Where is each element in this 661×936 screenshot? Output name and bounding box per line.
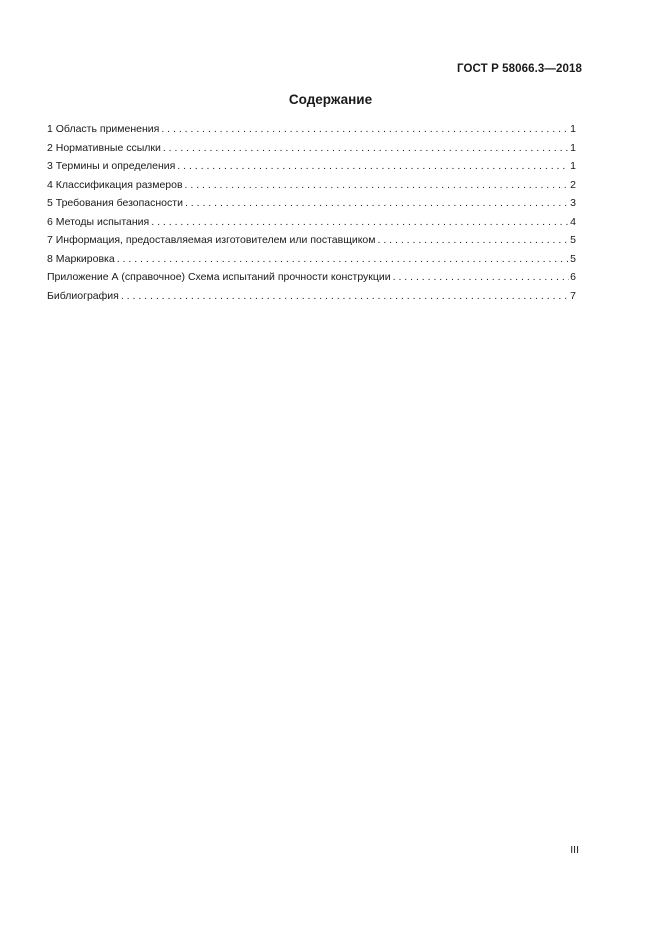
- toc-title: Содержание: [288, 92, 373, 107]
- document-code: ГОСТ Р 58066.3—2018: [457, 63, 582, 75]
- toc-entry-label: 6 Методы испытания: [47, 215, 150, 228]
- toc-entry-page: 6: [570, 271, 576, 283]
- toc-dot-leader: [183, 179, 570, 192]
- toc-entry-7-manufacturer-information[interactable]: [47, 234, 576, 253]
- toc-entry-label: 2 Нормативные ссылки: [47, 141, 161, 154]
- toc-entry-3-terms-definitions[interactable]: [47, 160, 576, 179]
- toc-entry-label: Приложение А (справочное) Схема испытаний прочности конструкции: [47, 271, 391, 283]
- toc-entry-label: 4 Классификация размеров: [47, 178, 183, 191]
- toc-dot-leader: [391, 271, 570, 284]
- toc-entry-label: Библиография: [47, 289, 119, 302]
- toc-entry-1-scope[interactable]: [47, 123, 576, 142]
- toc-dot-leader: [376, 234, 570, 247]
- toc-entry-appendix-a[interactable]: [47, 271, 576, 290]
- toc-entry-bibliography[interactable]: [47, 290, 576, 309]
- toc-entry-page: 5: [570, 252, 576, 265]
- toc-entry-page: 3: [570, 197, 576, 209]
- toc-entry-label: 3 Термины и определения: [47, 160, 176, 172]
- toc-dot-leader: [115, 253, 569, 266]
- toc-entry-6-test-methods[interactable]: [47, 216, 576, 235]
- toc-entry-5-safety-requirements[interactable]: [47, 197, 576, 216]
- toc-dot-leader: [119, 290, 569, 303]
- page-number: III: [570, 844, 579, 856]
- toc-entry-label: 5 Требования безопасности: [47, 197, 183, 209]
- toc-dot-leader: [161, 142, 569, 155]
- toc-dot-leader: [149, 216, 569, 229]
- toc-entry-8-marking[interactable]: [47, 253, 576, 272]
- toc-entry-2-normative-references[interactable]: [47, 142, 576, 161]
- toc-entry-page: 4: [570, 215, 576, 228]
- table-of-contents: [47, 123, 576, 308]
- toc-entry-page: 1: [570, 141, 576, 154]
- toc-entry-page: 2: [570, 178, 576, 191]
- toc-entry-page: 1: [570, 160, 576, 172]
- toc-entry-page: 7: [570, 289, 576, 302]
- toc-entry-page: 1: [570, 123, 576, 135]
- toc-entry-label: 8 Маркировка: [47, 252, 115, 265]
- toc-entry-label: 7 Информация, предоставляемая изготовителем или поставщиком: [47, 234, 376, 246]
- toc-entry-page: 5: [570, 234, 576, 246]
- toc-dot-leader: [159, 123, 569, 136]
- toc-entry-4-size-classification[interactable]: [47, 179, 576, 198]
- toc-dot-leader: [183, 197, 569, 210]
- toc-dot-leader: [175, 160, 569, 173]
- toc-entry-label: 1 Область применения: [47, 123, 160, 135]
